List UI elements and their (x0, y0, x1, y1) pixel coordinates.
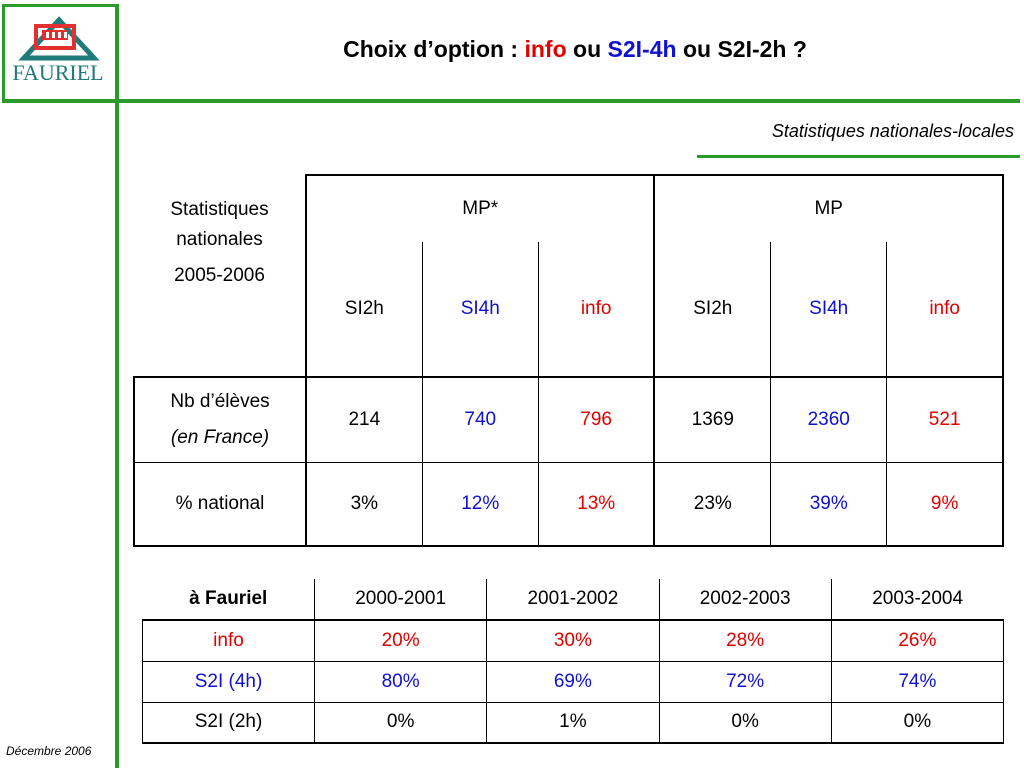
label-line: nationales (176, 229, 263, 250)
row-s2i2h-label: S2I (2h) (143, 702, 315, 743)
row-pct-national-label: % national (134, 462, 306, 546)
subtitle-underline (697, 155, 1020, 158)
label-line: (en France) (170, 426, 270, 448)
col-si4h: SI4h (771, 242, 887, 377)
cell: 0% (659, 702, 831, 743)
cell: 3% (306, 462, 422, 546)
cell: 20% (315, 620, 487, 661)
cell: 28% (659, 620, 831, 661)
page-title (140, 36, 1010, 63)
cell: 26% (831, 620, 1003, 661)
year-header: 2000-2001 (315, 579, 487, 620)
year-header: 2002-2003 (659, 579, 831, 620)
year-header: 2001-2002 (487, 579, 659, 620)
cell: 0% (315, 702, 487, 743)
col-si4h: SI4h (422, 242, 538, 377)
cell: 69% (487, 661, 659, 702)
footer-date: Décembre 2006 (6, 744, 92, 758)
row-info-label: info (143, 620, 315, 661)
cell: 521 (887, 377, 1003, 462)
cell: 39% (771, 462, 887, 546)
cell: 12% (422, 462, 538, 546)
logo-text: FAURIEL (12, 60, 104, 85)
cell: 796 (538, 377, 654, 462)
cell: 1% (487, 702, 659, 743)
cell: 740 (422, 377, 538, 462)
building-icon (6, 14, 112, 64)
label-line: 2005-2006 (174, 265, 265, 286)
cell: 1369 (654, 377, 770, 462)
cell: 9% (887, 462, 1003, 546)
cell: 80% (315, 661, 487, 702)
year-header: 2003-2004 (831, 579, 1003, 620)
label-line: Statistiques (170, 199, 269, 220)
cell: 30% (487, 620, 659, 661)
group-mp: MP (654, 175, 1003, 242)
row-s2i4h-label: S2I (4h) (143, 661, 315, 702)
col-si2h: SI2h (654, 242, 770, 377)
col-info: info (887, 242, 1003, 377)
title-s2i4h: S2I-4h (607, 36, 677, 62)
fauriel-header-label: à Fauriel (143, 579, 315, 620)
col-info: info (538, 242, 654, 377)
col-si2h: SI2h (306, 242, 422, 377)
title-ou: ou (566, 36, 608, 62)
cell: 2360 (771, 377, 887, 462)
national-header-label (134, 175, 306, 377)
national-stats-table (133, 174, 1004, 545)
row-nb-eleves-label (134, 377, 306, 462)
cell: 0% (831, 702, 1003, 743)
fauriel-stats-table (142, 579, 1004, 743)
title-rest: ou S2I-2h ? (676, 36, 807, 62)
subtitle: Statistiques nationales-locales (771, 121, 1014, 141)
title-info: info (524, 36, 567, 62)
group-mpstar: MP* (306, 175, 654, 242)
title-part1: Choix d’option : (343, 36, 525, 62)
vertical-divider (115, 4, 119, 768)
cell: 72% (659, 661, 831, 702)
label-line: Nb d’élèves (170, 390, 270, 412)
cell: 13% (538, 462, 654, 546)
cell: 23% (654, 462, 770, 546)
cell: 74% (831, 661, 1003, 702)
header-divider (2, 99, 1020, 103)
cell: 214 (306, 377, 422, 462)
